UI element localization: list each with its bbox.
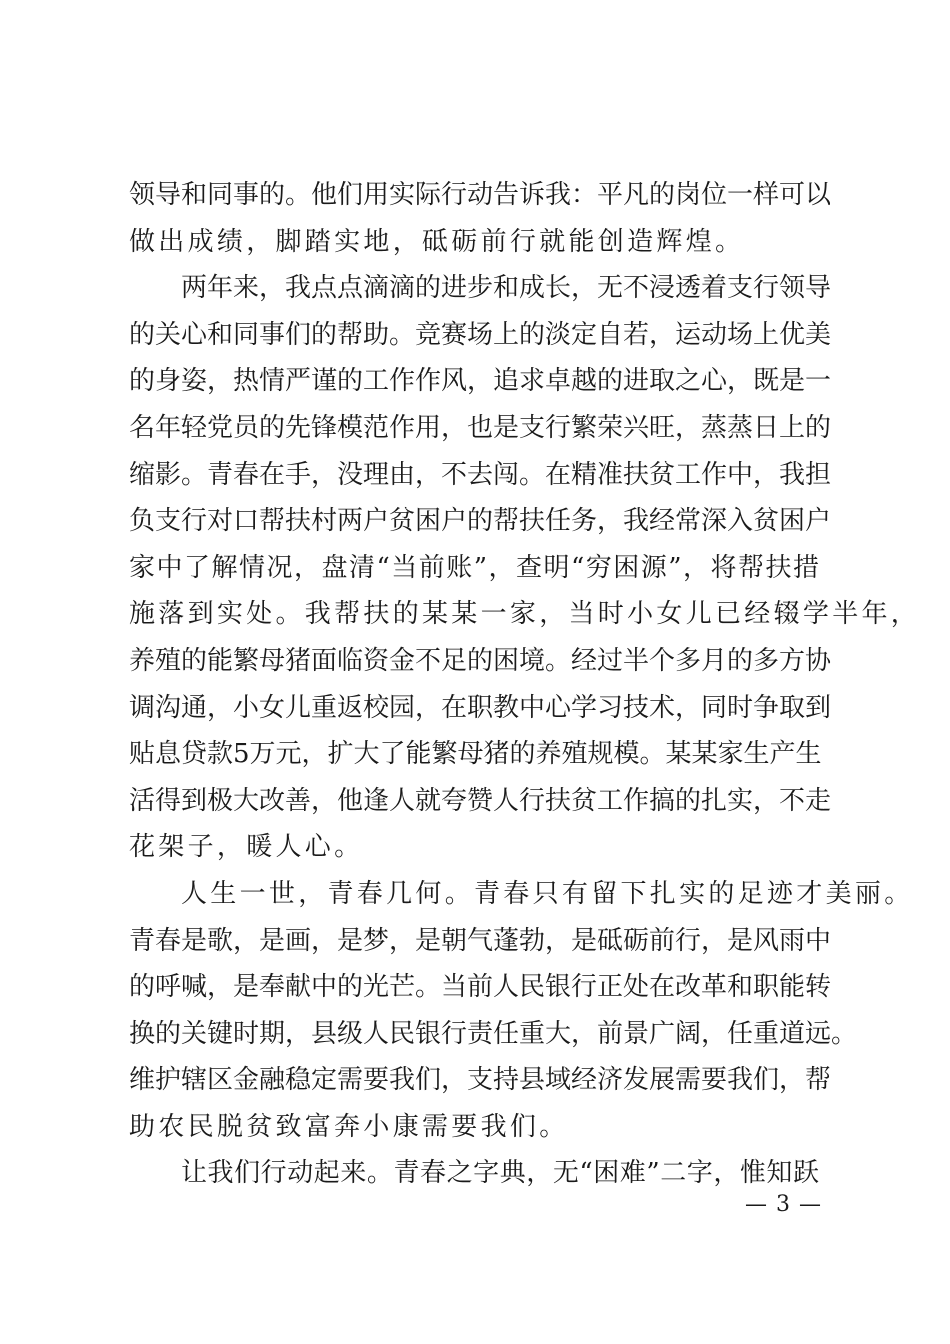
text-line: 施落到实处。我帮扶的某某一家，当时小女儿已经辍学半年， xyxy=(129,599,921,630)
text-line: 两年来，我点点滴滴的进步和成长，无不浸透着支行领导 xyxy=(181,273,832,304)
text-line: 花架子，暖人心。 xyxy=(129,832,364,863)
text-line: 做出成绩，脚踏实地，砥砺前行就能创造辉煌。 xyxy=(129,226,745,257)
text-line: 负支行对口帮扶村两户贫困户的帮扶任务，我经常深入贫困户 xyxy=(129,506,832,537)
text-line: 助农民脱贫致富奔小康需要我们。 xyxy=(129,1111,569,1142)
text-line: 领导和同事的。他们用实际行动告诉我：平凡的岗位一样可以 xyxy=(129,180,832,210)
text-line: 活得到极大改善，他逢人就夸赞人行扶贫工作搞的扎实，不走 xyxy=(129,785,832,816)
text-line: 换的关键时期，县级人民银行责任重大，前景广阔，任重道远。 xyxy=(129,1018,858,1049)
text-line: 青春是歌，是画，是梦，是朝气蓬勃，是砥砺前行，是风雨中 xyxy=(129,925,832,956)
text-line: 名年轻党员的先锋模范作用，也是支行繁荣兴旺，蒸蒸日上的 xyxy=(129,412,832,443)
text-line: 贴息贷款5万元，扩大了能繁母猪的养殖规模。某某家生产生 xyxy=(129,739,822,770)
text-line: 的关心和同事们的帮助。竞赛场上的淡定自若，运动场上优美 xyxy=(129,319,832,350)
paragraph-1 xyxy=(129,172,832,265)
page-number: — 3 — xyxy=(745,1192,822,1217)
document-body xyxy=(129,172,921,1197)
paragraph-2 xyxy=(129,265,921,871)
text-line: 的身姿，热情严谨的工作作风，追求卓越的进取之心，既是一 xyxy=(129,366,832,397)
paragraph-3 xyxy=(129,871,914,1151)
text-line: 养殖的能繁母猪面临资金不足的困境。经过半个多月的多方协 xyxy=(129,645,832,676)
text-line: 家中了解情况，盘清“当前账”，查明“穷困源”，将帮扶措 xyxy=(129,552,819,583)
paragraph-4 xyxy=(129,1150,819,1197)
text-line: 缩影。青春在手，没理由，不去闯。在精准扶贫工作中，我担 xyxy=(129,459,832,490)
text-line: 调沟通，小女儿重返校园，在职教中心学习技术，同时争取到 xyxy=(129,692,832,723)
text-line: 的呼喊，是奉献中的光芒。当前人民银行正处在改革和职能转 xyxy=(129,972,832,1003)
text-line: 让我们行动起来。青春之字典，无“困难”二字，惟知跃 xyxy=(181,1158,819,1189)
text-line: 人生一世，青春几何。青春只有留下扎实的足迹才美丽。 xyxy=(181,878,914,909)
text-line: 维护辖区金融稳定需要我们，支持县域经济发展需要我们，帮 xyxy=(129,1065,832,1096)
